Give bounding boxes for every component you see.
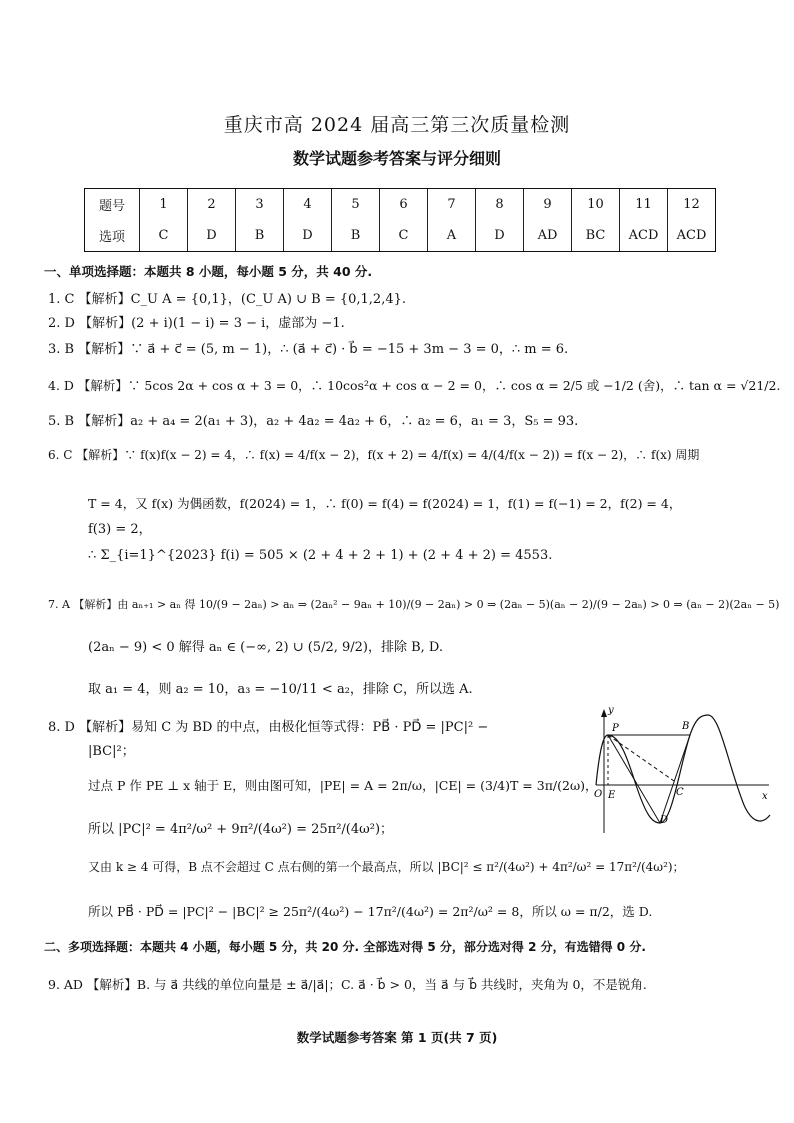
solution-line-q6-sum: ∴ Σ_{i=1}^{2023} f(i) = 505 × (2 + 4 + 2 + 1) + (2 + 4 + 2) = 4553. — [88, 548, 553, 563]
question-number: 3 — [236, 189, 284, 221]
row-label: 题号 — [85, 189, 140, 221]
x-axis-label: x — [762, 791, 768, 802]
question-number: 5 — [332, 189, 380, 221]
solution-line-q7-cont: (2aₙ − 9) < 0 解得 aₙ ∈ (−∞, 2) ∪ (5/2, 9/2)，排除 B, D. — [88, 640, 444, 655]
solution-line-q6-cont: T = 4，又 f(x) 为偶函数，f(2024) = 1，∴ f(0) = f(4) = f(2024) = 1，f(1) = f(−1) = 2，f(2) = 4， — [88, 496, 682, 511]
section-heading-multi-choice: 二、多项选择题：本题共 4 小题，每小题 5 分，共 20 分. 全部选对得 5 分，部分选对得 2 分，有选错得 0 分. — [44, 940, 646, 954]
answer-cell: ACD — [668, 220, 716, 252]
point-e-label: E — [608, 790, 616, 801]
answer-table-answer-row — [85, 220, 716, 252]
solution-line-q1: 1. C 【解析】C_U A = {0,1}，(C_U A) ∪ B = {0,1,2,4}. — [48, 292, 407, 307]
solution-line-q8-cont: 又由 k ≥ 4 可得，B 点不会超过 C 点右侧的第一个最高点，所以 |BC|² ≤ π²/(4ω²) + 4π²/ω² = 17π²/(4ω²)； — [88, 860, 685, 874]
section-heading-single-choice: 一、单项选择题：本题共 8 小题，每小题 5 分，共 40 分. — [44, 264, 373, 279]
segment-pd — [608, 735, 660, 823]
solution-line-q8-conclusion: 所以 PB⃗ · PD⃗ = |PC|² − |BC|² ≥ 25π²/(4ω²) − 17π²/(4ω²) = 2π²/ω² = 8，所以 ω = π/2，选 D. — [88, 904, 653, 919]
solution-line-q6: 6. C 【解析】∵ f(x)f(x − 2) = 4，∴ f(x) = 4/f(x − 2)，f(x + 2) = 4/f(x) = 4/(4/f(x − 2)) = f(x − 2)，∴ f(x) 周期 — [48, 448, 700, 462]
solution-line-q8-cont: 所以 |PC|² = 4π²/ω² + 9π²/(4ω²) = 25π²/(4ω²)； — [88, 822, 394, 837]
page-footer: 数学试题参考答案 第 1 页(共 7 页) — [296, 1030, 498, 1045]
answer-cell: BC — [572, 220, 620, 252]
answer-cell: ACD — [620, 220, 668, 252]
answer-cell: AD — [524, 220, 572, 252]
question-number: 1 — [140, 189, 188, 221]
answer-cell: C — [140, 220, 188, 252]
question-number: 9 — [524, 189, 572, 221]
solution-line-q9: 9. AD 【解析】B. 与 a⃗ 共线的单位向量是 ± a⃗/|a⃗|；C. a⃗ · b⃗ > 0，当 a⃗ 与 b⃗ 共线时，夹角为 0，不是锐角. — [48, 977, 647, 992]
question-number: 4 — [284, 189, 332, 221]
answer-cell: A — [428, 220, 476, 252]
answer-cell: B — [236, 220, 284, 252]
question-number: 8 — [476, 189, 524, 221]
solution-line-q3: 3. B 【解析】∵ a⃗ + c⃗ = (5, m − 1)，∴ (a⃗ + c⃗) · b⃗ = −15 + 3m − 3 = 0，∴ m = 6. — [48, 342, 569, 357]
question-number: 2 — [188, 189, 236, 221]
y-axis-label: y — [608, 705, 614, 716]
answer-table-number-row — [85, 189, 716, 221]
segment-bd — [660, 735, 690, 823]
y-axis-arrow — [601, 709, 607, 717]
solution-line-q8-cont: |BC|²； — [88, 744, 135, 759]
answer-cell: B — [332, 220, 380, 252]
answer-cell: C — [380, 220, 428, 252]
point-d-label: D — [660, 815, 669, 826]
solution-line-q8-cont: 过点 P 作 PE ⊥ x 轴于 E，则由图可知，|PE| = A = 2π/ω，|CE| = (3/4)T = 3π/(2ω)， — [88, 778, 598, 793]
question-number: 7 — [428, 189, 476, 221]
solution-line-q8: 8. D 【解析】易知 C 为 BD 的中点，由极化恒等式得：PB⃗ · PD⃗ = |PC|² − — [48, 720, 489, 735]
page-title: 重庆市高 2024 届高三第三次质量检测 — [223, 114, 571, 136]
solution-line-q2: 2. D 【解析】(2 + i)(1 − i) = 3 − i，虚部为 −1. — [48, 316, 345, 331]
question-number: 12 — [668, 189, 716, 221]
point-p-label: P — [612, 723, 619, 734]
solution-line-q5: 5. B 【解析】a₂ + a₄ = 2(a₁ + 3)，a₂ + 4a₂ = 4a₂ + 6，∴ a₂ = 6，a₁ = 3，S₅ = 93. — [48, 414, 579, 429]
answer-cell: D — [188, 220, 236, 252]
origin-label: O — [594, 789, 603, 800]
answer-cell: D — [284, 220, 332, 252]
answer-table — [84, 188, 716, 252]
row-label: 选项 — [85, 220, 140, 252]
point-c-label: C — [676, 787, 684, 798]
solution-line-q7-cont: 取 a₁ = 4，则 a₂ = 10，a₃ = −10/11 < a₂，排除 C，所以选 A. — [88, 682, 473, 697]
page-subtitle: 数学试题参考答案与评分细则 — [292, 149, 501, 168]
solution-line-q4: 4. D 【解析】∵ 5cos 2α + cos α + 3 = 0，∴ 10cos²α + cos α − 2 = 0，∴ cos α = 2/5 或 −1/2 (舍)，∴ tan α = √21/2. — [48, 378, 781, 393]
answer-cell: D — [476, 220, 524, 252]
solution-line-q7: 7. A 【解析】由 aₙ₊₁ > aₙ 得 10/(9 − 2aₙ) > aₙ ⇒ (2aₙ² − 9aₙ + 10)/(9 − 2aₙ) > 0 ⇒ (2aₙ − 5)(aₙ − 2)/(9 − 2aₙ) > 0 ⇒ (aₙ − 2)(2aₙ − 5) — [48, 598, 780, 611]
question-number: 10 — [572, 189, 620, 221]
question-number: 11 — [620, 189, 668, 221]
point-b-label: B — [682, 721, 690, 732]
question-number: 6 — [380, 189, 428, 221]
solution-line-q6-cont: f(3) = 2， — [88, 522, 152, 537]
sine-graph-figure — [594, 705, 774, 835]
